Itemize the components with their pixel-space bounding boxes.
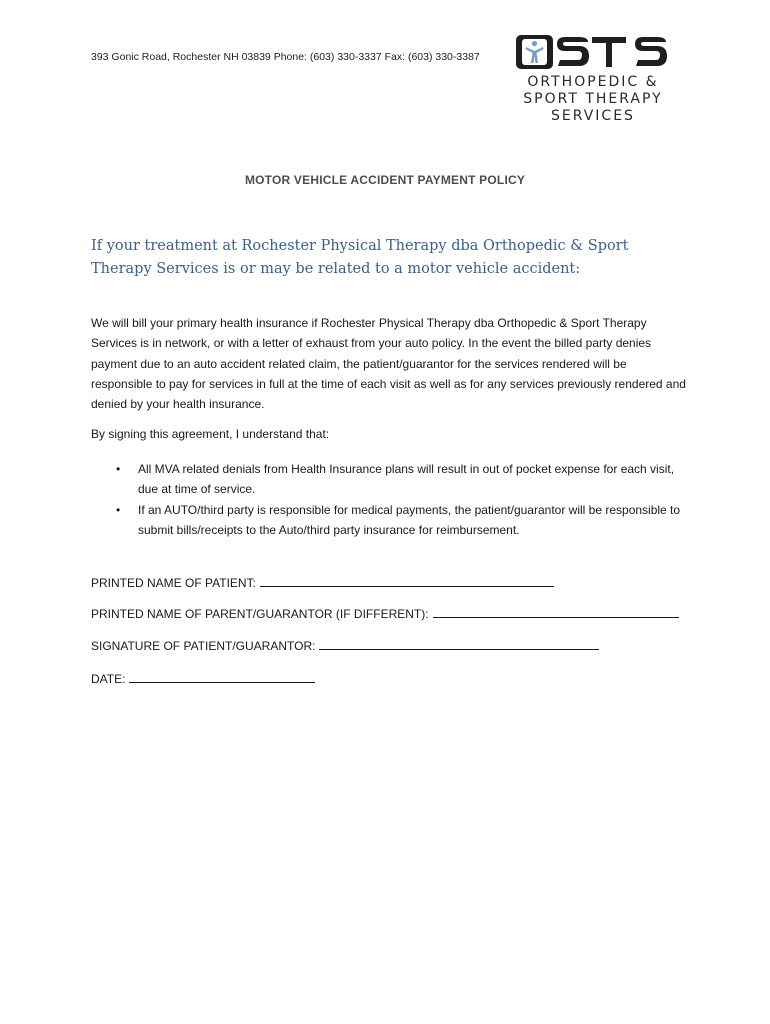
logo-line-1: ORTHOPEDIC & <box>527 74 659 90</box>
signature-field[interactable] <box>319 638 599 650</box>
date-row <box>91 671 315 686</box>
patient-name-row <box>91 575 554 590</box>
agreement-list <box>91 459 691 540</box>
date-field[interactable] <box>129 671 315 683</box>
guarantor-name-label: PRINTED NAME OF PARENT/GUARANTOR (IF DIFFERENT): <box>91 607 429 621</box>
patient-name-label: PRINTED NAME OF PATIENT: <box>91 576 256 590</box>
signature-label: SIGNATURE OF PATIENT/GUARANTOR: <box>91 639 316 653</box>
practice-address: 393 Gonic Road, Rochester NH 03839 Phone: (603) 330-3337 Fax: (603) 330-3387 <box>91 51 480 63</box>
document-title: MOTOR VEHICLE ACCIDENT PAYMENT POLICY <box>244 173 526 187</box>
date-label: DATE: <box>91 672 126 686</box>
policy-paragraph: We will bill your primary health insurance if Rochester Physical Therapy dba Orthopedic & Sport Therapy Services is in network, or with a letter of exhaust from your auto policy. In the event the billed party denies payment due to an auto accident related claim, the patient/guarantor for the services rendered will be responsible to pay for services in full at the time of each visit as well as for any services previously rendered and denied by your health insurance. <box>91 316 686 412</box>
logo-line-3: SERVICES <box>551 108 635 124</box>
document-subtitle: If your treatment at Rochester Physical Therapy dba Orthopedic & Sport Therapy Services is or may be related to a motor vehicle accident: <box>91 238 629 277</box>
bullet-icon: • <box>116 462 121 476</box>
osts-logo-mark <box>516 35 676 69</box>
list-item-text: If an AUTO/third party is responsible for medical payments, the patient/guarantor will be responsible to submit bills/receipts to the Auto/third party insurance for reimbursement. <box>138 502 681 537</box>
logo-wordmark <box>505 74 681 125</box>
osts-logo <box>503 30 679 125</box>
signature-row <box>91 638 599 653</box>
agreement-intro: By signing this agreement, I understand that: <box>91 427 330 441</box>
logo-line-2: SPORT THERAPY <box>523 91 663 107</box>
list-item-text: All MVA related denials from Health Insurance plans will result in out of pocket expense for each visit, due at time of service. <box>138 462 675 497</box>
guarantor-name-field[interactable] <box>433 606 679 618</box>
patient-name-field[interactable] <box>260 575 554 587</box>
bullet-icon: • <box>116 502 121 517</box>
list-item <box>91 459 691 500</box>
guarantor-name-row <box>91 606 679 621</box>
list-item <box>91 500 691 541</box>
